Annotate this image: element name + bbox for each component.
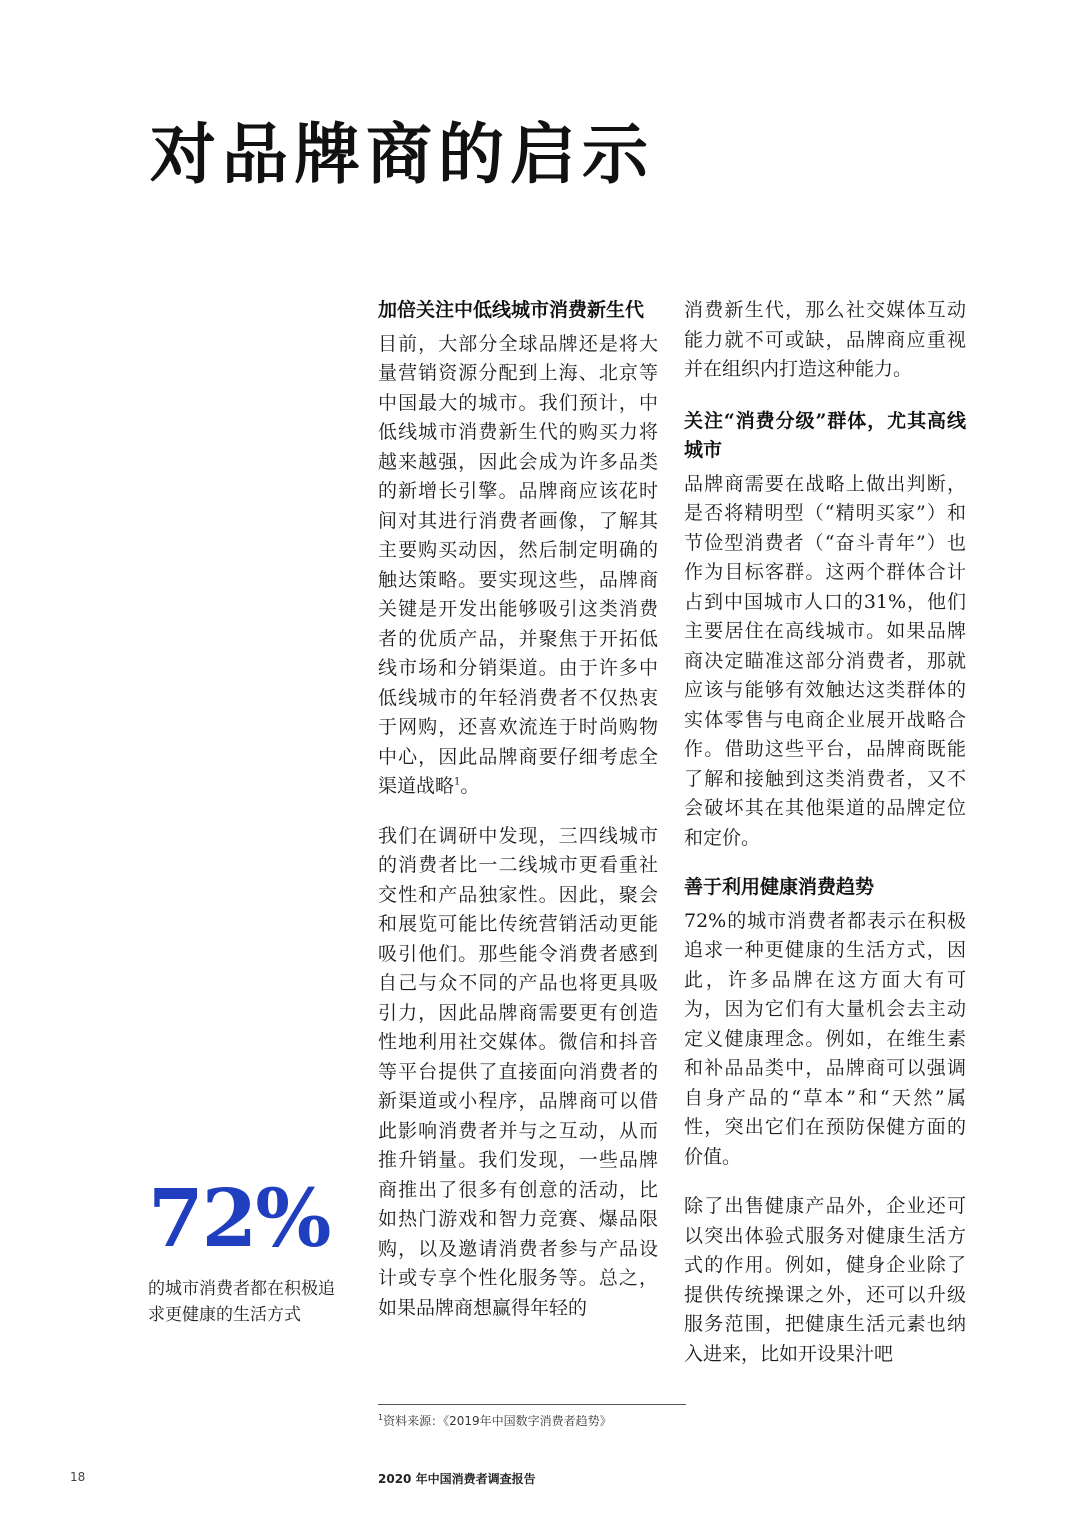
paragraph-text: 目前，大部分全球品牌还是将大量营销资源分配到上海、北京等中国最大的城市。我们预计，中低线城市消费新生代的购买力将越来越强，因此会成为许多品类的新增长引擎。品牌商应该花时间对其进行消费者画像，了解其主要购买动因，然后制定明确的触达策略。要实现这些，品牌商关键是开发出能够吸引这类消费者的优质产品，并聚焦于开拓低线市场和分销渠道。由于许多中低线城市的年轻消费者不仅热衷于网购，还喜欢流连于时尚购物中心，因此品牌商要仔细考虑全渠道战略 xyxy=(378,332,658,797)
paragraph-continuation: 消费新生代，那么社交媒体互动能力就不可或缺，品牌商应重视并在组织内打造这种能力。 xyxy=(684,299,966,380)
paragraph-health-trend: 72%的城市消费者都表示在积极追求一种更健康的生活方式，因此，许多品牌在这方面大有可为，因为它们有大量机会去主动定义健康理念。例如，在维生素和补品品类中，品牌商可以强调自身产品的“草本”和“天然”属性，突出它们在预防保健方面的价值。 xyxy=(684,909,966,1168)
page-title: 对品牌商的启示 xyxy=(150,115,654,193)
section-heading-lower-tier-cities: 加倍关注中低线城市消费新生代 xyxy=(378,299,645,321)
section-heading-health-trend: 善于利用健康消费趋势 xyxy=(684,876,875,898)
paragraph-consumption-tiers: 品牌商需要在战略上做出判断，是否将精明型（“精明买家”）和节俭型消费者（“奋斗青年”）也作为目标客群。这两个群体合计占到中国城市人口的31%，他们主要居住在高线城市。如果品牌商决定瞄准这部分消费者，那就应该与能够有效触达这类群体的实体零售与电商企业展开战略合作。借助这些平台，品牌商既能了解和接触到这类消费者，又不会破坏其在其他渠道的品牌定位和定价。 xyxy=(684,472,966,849)
footnote-reference: 1 xyxy=(454,776,461,788)
right-column xyxy=(684,296,966,1389)
stat-value: 72% xyxy=(148,1171,330,1265)
paragraph-lower-tier-cities xyxy=(378,330,658,802)
stat-callout xyxy=(148,1171,338,1328)
footnote xyxy=(378,1412,612,1429)
middle-column xyxy=(378,296,658,1343)
footnote-divider xyxy=(378,1404,686,1405)
stat-caption: 的城市消费者都在积极追求更健康的生活方式 xyxy=(148,1279,335,1325)
paragraph-health-services: 除了出售健康产品外，企业还可以突出体验式服务对健康生活方式的作用。例如，健身企业除了提供传统操课之外，还可以升级服务范围，把健康生活元素也纳入进来，比如开设果汁吧 xyxy=(684,1195,966,1365)
footer-title: 2020 年中国消费者调查报告 xyxy=(378,1472,536,1486)
footnote-marker: 1 xyxy=(378,1413,384,1422)
page-number: 18 xyxy=(70,1470,86,1484)
paragraph-social-media: 我们在调研中发现，三四线城市的消费者比一二线城市更看重社交性和产品独家性。因此，聚会和展览可能比传统营销活动更能吸引他们。那些能令消费者感到自己与众不同的产品也将更具吸引力，因此品牌商需要更有创造性地利用社交媒体。微信和抖音等平台提供了直接面向消费者的新渠道或小程序，品牌商可以借此影响消费者并与之互动，从而推升销量。我们发现，一些品牌商推出了很多有创意的活动，比如热门游戏和智力竞赛、爆品限购，以及邀请消费者参与产品设计或专享个性化服务等。总之，如果品牌商想赢得年轻的 xyxy=(378,824,658,1319)
section-heading-consumption-tiers: 关注“消费分级”群体，尤其高线城市 xyxy=(684,409,966,461)
paragraph-end: 。 xyxy=(460,775,480,797)
footnote-text: 资料来源：《2019年中国数字消费者趋势》 xyxy=(383,1414,612,1428)
